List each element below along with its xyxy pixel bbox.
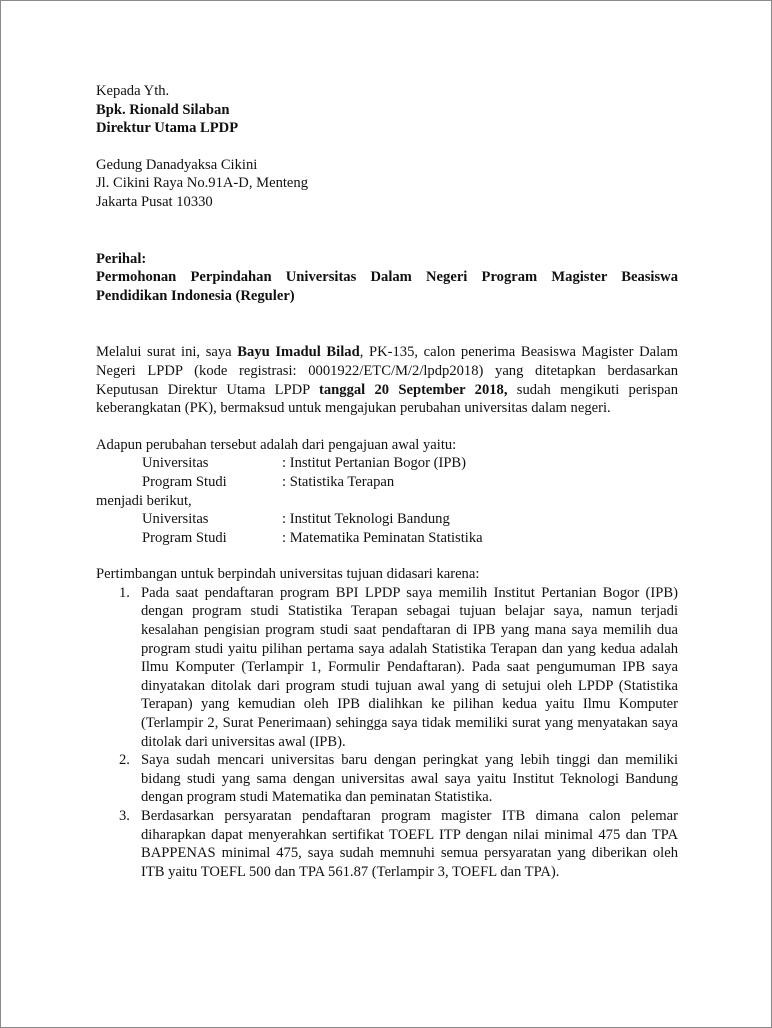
- field-value: : Statistika Terapan: [282, 473, 395, 490]
- item-text: Berdasarkan persyaratan pendaftaran program magister ITB dimana calon pelemar diharapkan dapat menyerahkan sertifikat TOEFL ITP dengan nilai minimal 475 dan TPA BAPPENAS minimal 475, saya sudah memnuhi semua persyaratan yang diberikan oleh ITB yaitu TOEFL 500 dan TPA 561.87 (Terlampir 3, TOEFL dan TPA).: [141, 808, 678, 880]
- field-value: : Matematika Peminatan Statistika: [282, 529, 483, 546]
- intro-text-3: sudah mengikuti perispan keberangkatan (PK), bermaksud untuk mengajukan perubahan universitas dalam negeri.: [96, 381, 678, 417]
- list-item: [96, 807, 678, 881]
- intro-text-2: , PK-135, calon penerima Beasiswa Magister Dalam Negeri LPDP (kode registrasi: 0001922/ETC/M/2/lpdp2018) yang ditetapkan berdasarkan Keputusan Direktur Utama LPDP: [96, 344, 679, 398]
- reasons-list: [96, 584, 678, 882]
- greeting: Kepada Yth.: [96, 83, 170, 99]
- field-value: : Institut Pertanian Bogor (IPB): [282, 455, 467, 472]
- address-line: Jl. Cikini Raya No.91A-D, Menteng: [96, 175, 308, 192]
- item-number: 3.: [119, 808, 130, 824]
- recipient-address: [96, 156, 678, 212]
- decree-date: tanggal 20 September 2018,: [319, 381, 508, 398]
- from-program-row: [96, 473, 678, 492]
- field-label: Universitas: [142, 511, 209, 528]
- applicant-name: Bayu Imadul Bilad: [237, 344, 360, 361]
- recipient-name: Bpk. Rionald Silaban: [96, 101, 230, 118]
- list-item: [96, 584, 678, 751]
- change-lead: Adapun perubahan tersebut adalah dari pengajuan awal yaitu:: [96, 436, 457, 453]
- subject-label: Perihal:: [96, 250, 147, 267]
- subject-text: Permohonan Perpindahan Universitas Dalam Negeri Program Magister Beasiswa Pendidikan Indonesia (Reguler): [96, 269, 678, 304]
- item-text: Saya sudah mencari universitas baru dengan peringkat yang lebih tinggi dan memiliki bidang studi yang sama dengan universitas awal saya yaitu Institut Teknologi Bandung dengan program studi Matematika dan peminatan Statistika.: [141, 752, 678, 806]
- item-number: 2.: [119, 752, 130, 769]
- address-line: Jakarta Pusat 10330: [96, 193, 213, 210]
- field-label: Universitas: [142, 455, 209, 472]
- field-label: Program Studi: [142, 529, 227, 546]
- intro-paragraph: [96, 343, 678, 417]
- list-item: [96, 751, 678, 807]
- to-program-row: [96, 529, 678, 548]
- letter-body: [96, 82, 678, 881]
- intro-text-1: Melalui surat ini, saya: [96, 344, 238, 361]
- from-university-row: [96, 454, 678, 473]
- reasons-lead: Pertimbangan untuk berpindah universitas tujuan didasari karena:: [96, 566, 480, 583]
- address-line: Gedung Danadyaksa Cikini: [96, 156, 258, 173]
- field-value: : Institut Teknologi Bandung: [282, 511, 450, 528]
- change-to-lead: menjadi berikut,: [96, 492, 192, 509]
- item-number: 1.: [119, 584, 130, 601]
- item-text: Pada saat pendaftaran program BPI LPDP saya memilih Institut Pertanian Bogor (IPB) dengan program studi Statistika Terapan sebagai tujuan belajar saya, namun terjadi kesalahan pengisian program studi saat pendaftaran di IPB yang mana saya memilih dua program studi yaitu pilihan pertama saya adalah Statistika Terapan dan yang kedua adalah Ilmu Komputer (Terlampir 1, Formulir Pendaftaran). Pada saat pengumuman IPB saya dinyatakan ditolak dari program studi tujuan awal yang di setujui oleh LPDP (Statistika Terapan) yang kemudian oleh IPB dialihkan ke pilihan kedua yaitu Ilmu Komputer (Terlampir 2, Surat Penerimaan) sehingga saya tidak memiliki surat yang menyatakan saya ditolak dari universitas awal (IPB).: [141, 584, 678, 750]
- to-university-row: [96, 510, 678, 529]
- field-label: Program Studi: [142, 473, 227, 490]
- recipient-title: Direktur Utama LPDP: [96, 120, 239, 137]
